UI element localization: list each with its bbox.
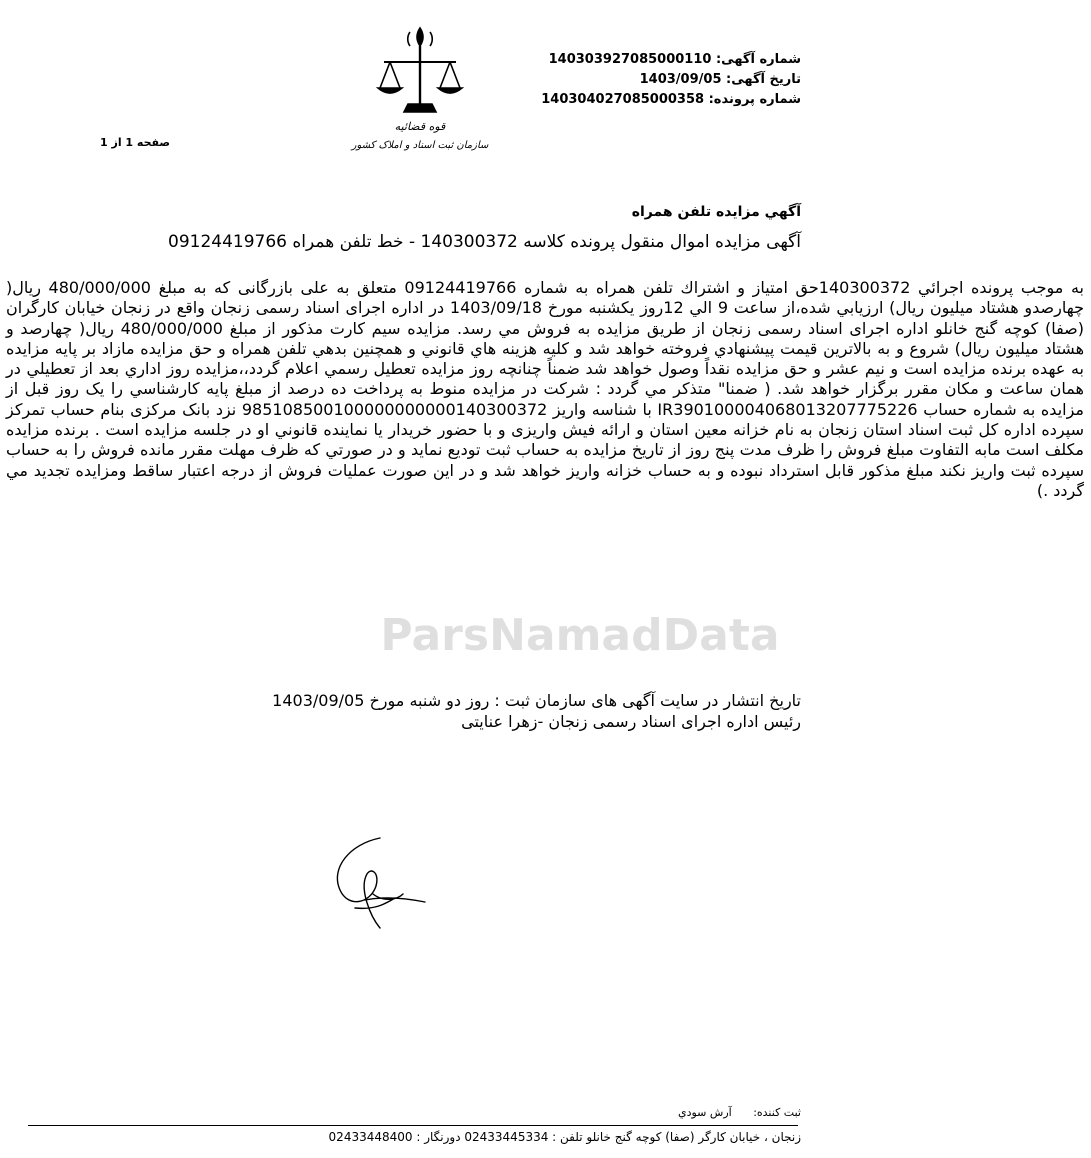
signatory: رئیس اداره اجرای اسناد رسمی زنجان -زهرا عنایتی (461, 712, 801, 731)
notice-subtitle: آگهی مزایده اموال منقول پرونده کلاسه 140300372 - خط تلفن همراه 09124419766 (168, 232, 801, 252)
page-number: صفحه 1 از 1 (100, 136, 171, 149)
ad-date-label: تاریخ آگهی: (726, 72, 801, 87)
ad-number-row (501, 50, 801, 70)
registrar (660, 1106, 801, 1119)
registrar-name: آرش سودي (677, 1106, 732, 1119)
registrar-label: ثبت کننده: (753, 1106, 801, 1119)
case-number-label: شماره پرونده: (708, 92, 801, 107)
judiciary-emblem-icon (350, 22, 490, 162)
signature (325, 830, 435, 940)
ad-date: 1403/09/05 (639, 72, 722, 87)
ad-number: 140303927085000110 (548, 52, 712, 67)
footer-divider (28, 1125, 798, 1126)
watermark-text: ParsNamadData (380, 610, 780, 661)
emblem-line1: قوه قضائیه (394, 120, 446, 133)
footer-address: زنجان ، خیابان كارگر (صفا) كوچه گنج خانلو تلفن : 02433445334 دورنگار : 02433448400 (328, 1130, 801, 1144)
ad-date-row (501, 70, 801, 90)
case-number-row (501, 90, 801, 110)
ad-number-label: شماره آگهی: (715, 52, 801, 67)
publication-date: تاريخ انتشار در سایت آگهی های سازمان ثبت : روز دو شنبه مورخ 1403/09/05 (272, 691, 801, 710)
publication-block (272, 690, 801, 732)
case-number: 140304027085000358 (541, 92, 705, 107)
notice-title: آگهي مزايده تلفن همراه (631, 204, 801, 220)
emblem-line2: سازمان ثبت اسناد و املاک کشور (351, 140, 489, 151)
notice-body: به موجب پرونده اجرائي 140300372حق امتياز و اشتراك تلفن همراه به شماره 09124419766 متعلق به علی بازرگانی که به مبلغ 480/000/000 ريال( چهارصدو هشتاد میلیون ریال) ارزيابي شده،از ساعت 9 الي 12روز يكشنبه مورخ 1403/09/18 در اداره اجرای اسناد رسمی زنجان واقع در زنجان خیابان کارگران (صفا) کوچه گنج خانلو اداره اجرای اسناد رسمی زنجان از طريق مزايده به فروش مي رسد. مزايده سيم كارت مذكور از مبلغ 480/000/000 ريال( چهارصد و هشتاد میلیون ریال) شروع و به بالاترين قيمت پيشنهادي فروخته خواهد شد و كليه هزينه هاي قانوني و همچنين بدهي تلفن همراه و حق مزايده مازاد بر پايه مزايده به عهده برنده مزايده است و نيم عشر و حق مزايده نقداً وصول خواهد شد ضمناً چنانچه روز مزايده تعطيل رسمي اعلام گردد،،مزايده روز اداري بعد از تعطيلي در همان ساعت و مكان مقرر برگزار خواهد شد. ( ضمنا" متذكر مي گردد : شرکت در مزایده منوط به پرداخت ده درصد از مبلغ پایه کارشناسي را یک روز قبل از مزایده به شماره حساب IR390100004068013207775226 با شناسه واريز 985108500100000000000140300372 نزد بانک مرکزی بنام حساب تمرکز سپرده اداره کل ثبت اسناد استان زنجان به نام خزانه معین استان و ارائه فیش واریزی و با حضور خریدار یا نماینده قانوني او در جلسه مزایده است . برنده مزایده مکلف است مابه التفاوت مبلغ فروش را ظرف مدت پنج روز از تاریخ مزایده به حساب ثبت تودیع نماید و در صورتي که ظرف مهلت مقرر مانده فروش را به حساب سپرده ثبت واریز نکند مبلغ مذکور قابل استرداد نبوده و به حساب خزانه واریز خواهد شد و در این صورت عملیات فروش از درجه اعتبار ساقط ومزايده تجديد مي گردد .) (6, 278, 1085, 500)
notice-meta (501, 50, 801, 110)
